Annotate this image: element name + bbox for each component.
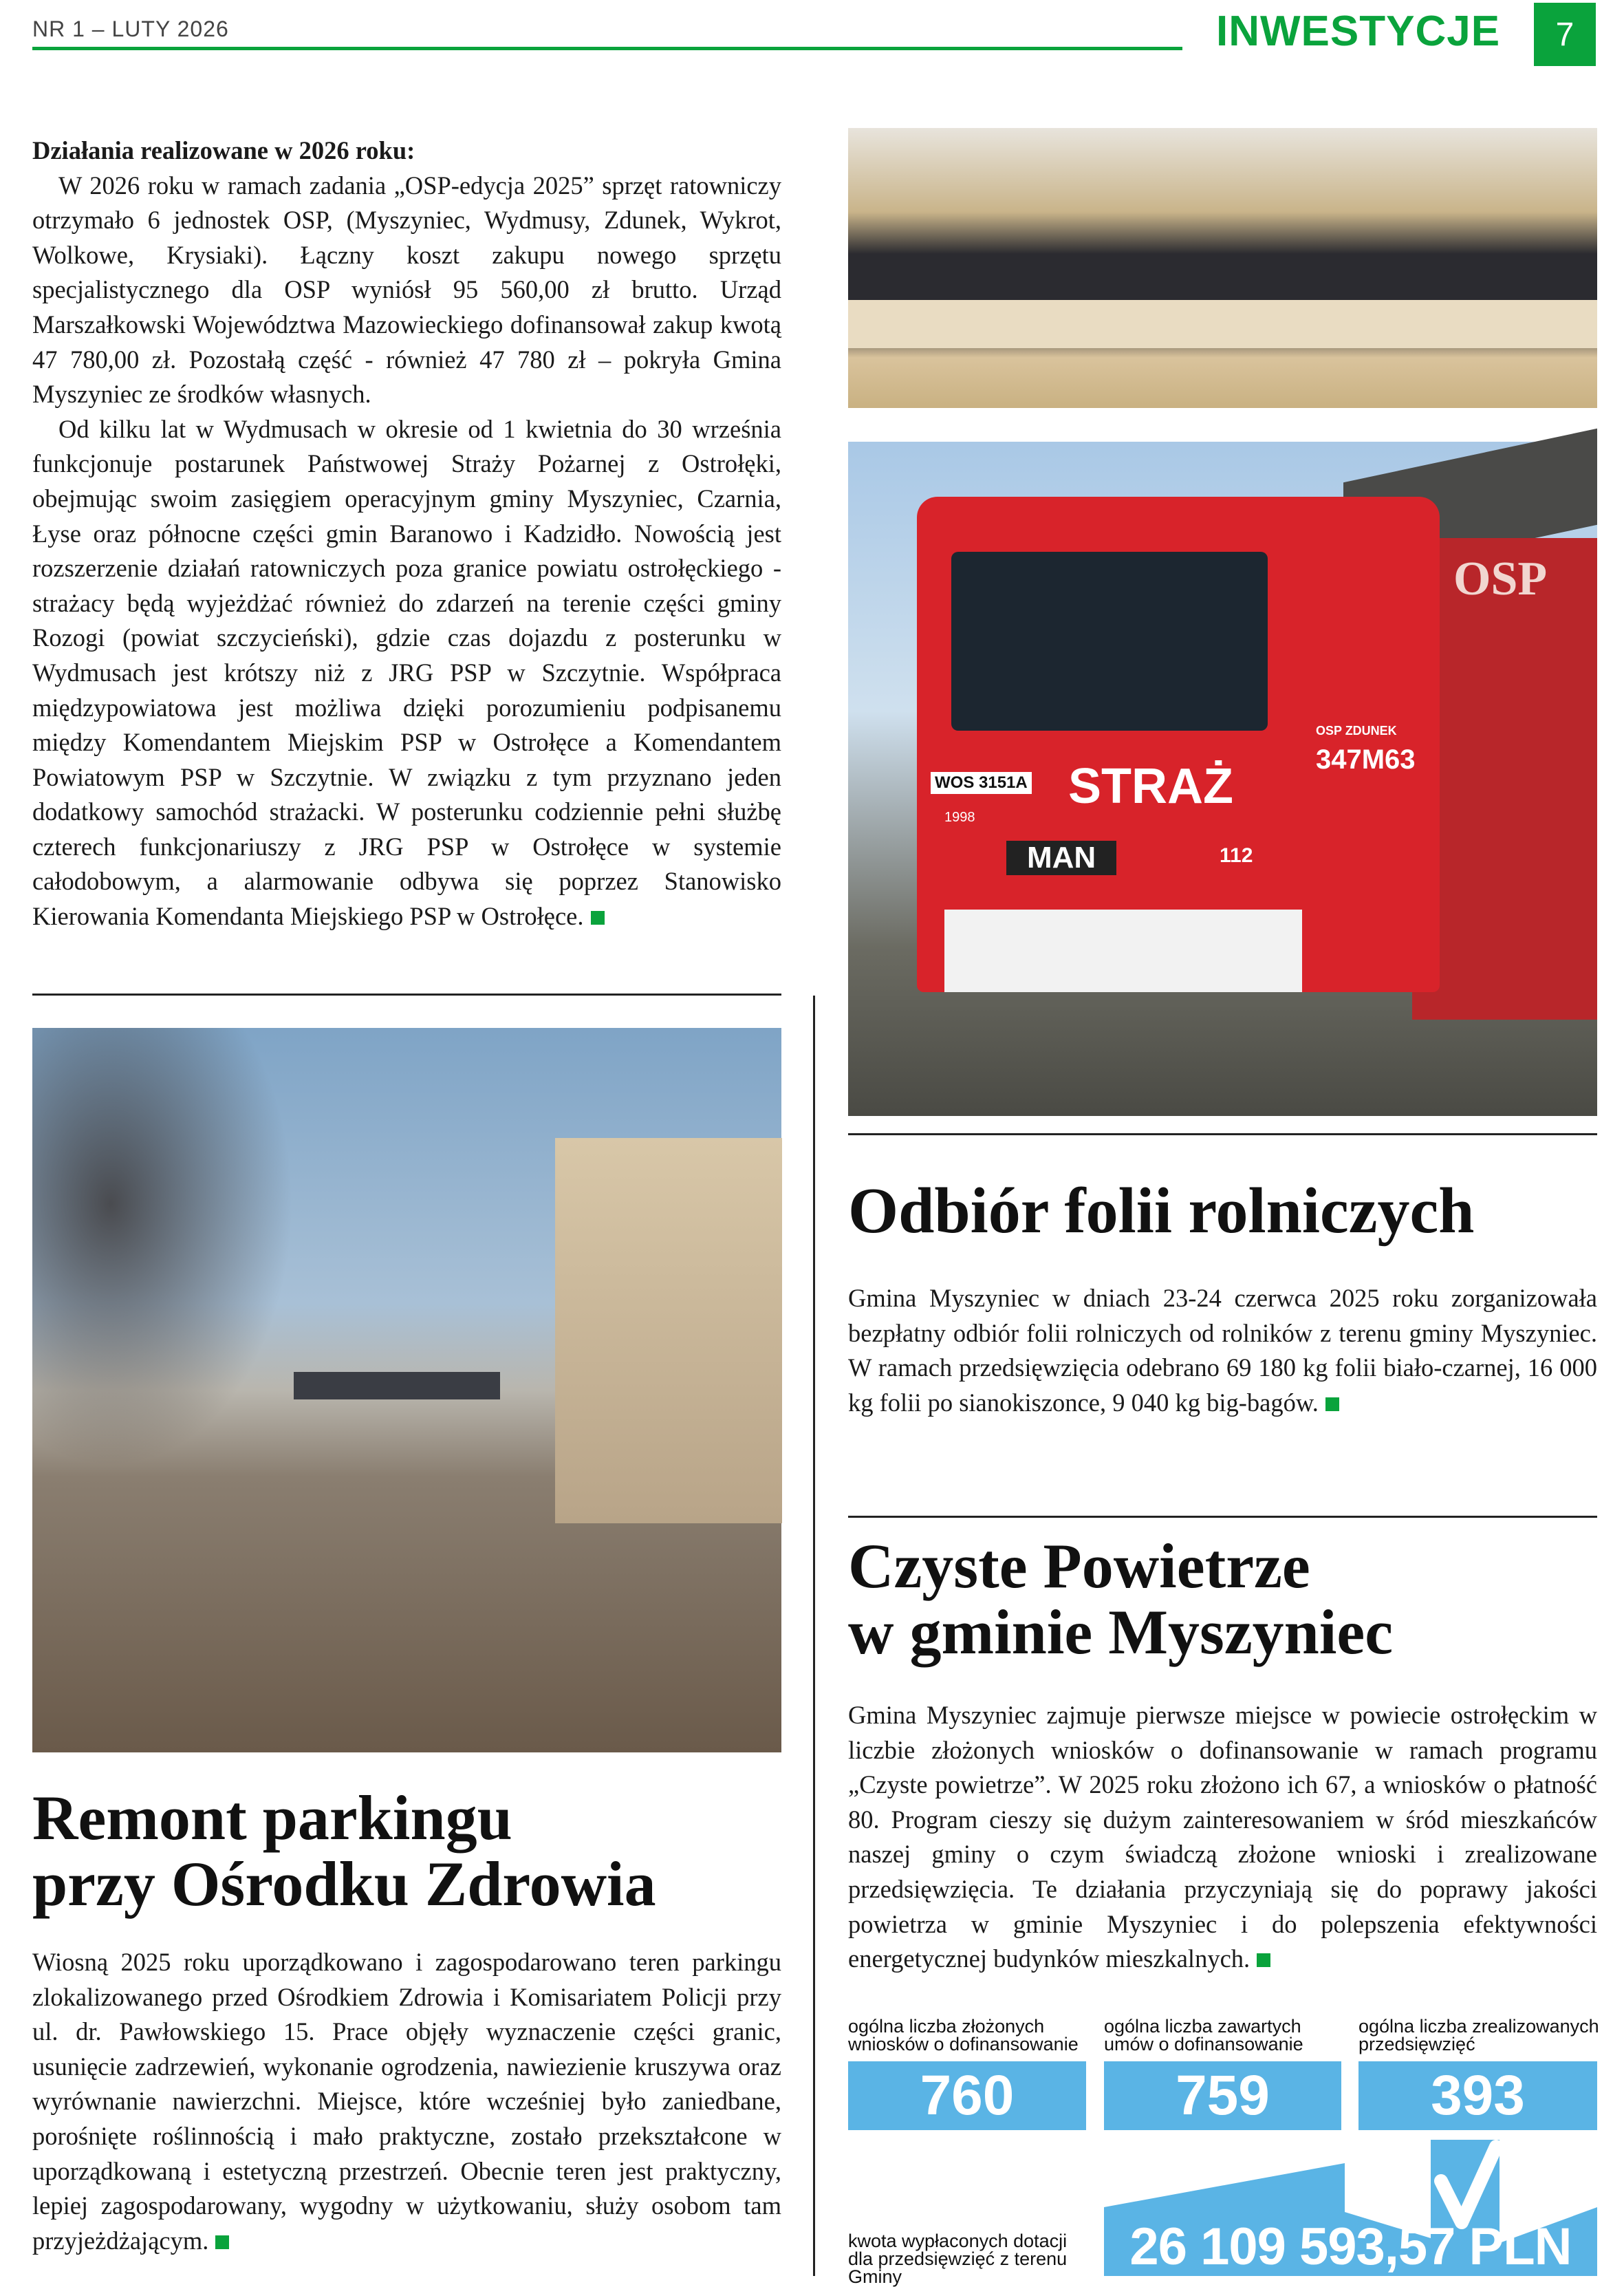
issue-label: NR 1 – LUTY 2026 xyxy=(32,17,229,41)
total-amount: 26 109 593,57 PLN xyxy=(1129,2218,1572,2276)
header-divider xyxy=(32,47,1182,50)
stat-label: ogólna liczba złożonych wniosków o dofinansowanie xyxy=(848,2016,1079,2054)
parking-article xyxy=(32,1945,781,2258)
building-sign: OSP xyxy=(1453,552,1548,605)
windshield xyxy=(951,552,1268,731)
folie-title: Odbiór folii rolniczych xyxy=(848,1175,1475,1247)
divider xyxy=(848,1516,1597,1518)
divider xyxy=(32,994,781,996)
truck-number: 112 xyxy=(1220,844,1253,867)
end-mark-icon xyxy=(1325,1397,1339,1411)
stat-value: 393 xyxy=(1358,2061,1597,2130)
truck-code: 347M63 xyxy=(1316,744,1416,775)
total-label: kwota wypłaconych dotacji dla przedsięwzięć z terenu Gminy xyxy=(848,2231,1068,2287)
building-wall xyxy=(1412,538,1597,1020)
truck-brand: MAN xyxy=(1006,841,1116,875)
powietrze-title xyxy=(848,1533,1393,1665)
page-number: 7 xyxy=(1534,3,1596,66)
parking-title xyxy=(32,1785,789,1917)
powietrze-title-line-2: w gminie Myszyniec xyxy=(848,1597,1394,1667)
powietrze-article xyxy=(848,1698,1597,1977)
column-divider xyxy=(813,996,815,2276)
section-title: INWESTYCJE xyxy=(1216,8,1501,55)
powietrze-body: Gmina Myszyniec zajmuje pierwsze miejsce w powiecie ostrołęckim w liczbie złożonych wniosków o dofinansowanie w ramach programu „Czyste powietrze”. W 2025 roku złożono ich 67, a wniosków o płatność 80. Program cieszy się dużym zainteresowaniem w śród mieszkańców naszej gminy o czym świadczą złożone wnioski i zrealizowane przedsięwzięcia. Te działania przyczyniają się do poprawy jakości powietrza w gminie Myszyniec i do polepszenia efektywności energetycznej budynków mieszkalnych. xyxy=(848,1701,1597,1973)
folie-body: Gmina Myszyniec w dniach 23-24 czerwca 2025 roku zorganizowała bezpłatny odbiór folii rolniczych od rolników z terenu gminy Myszyniec. W ramach przedsięwzięcia odebrano 69 180 kg folii biało-czarnej, 16 000 kg folii po sianokiszonce, 9 040 kg big-bagów. xyxy=(848,1284,1597,1417)
parking-title-line-2: przy Ośrodku Zdrowia xyxy=(32,1849,656,1919)
stat-value: 760 xyxy=(848,2061,1086,2130)
license-plate: WOS 3151A xyxy=(931,772,1032,794)
table xyxy=(848,300,1597,348)
end-mark-icon xyxy=(591,911,605,925)
stat-label: ogólna liczba zawartych umów o dofinansowanie xyxy=(1104,2016,1303,2054)
truck-label: STRAŻ xyxy=(1068,759,1233,814)
trees xyxy=(32,1028,294,1468)
building xyxy=(555,1138,782,1523)
parking-photo xyxy=(32,1028,781,1752)
parking-title-line-1: Remont parkingu xyxy=(32,1783,512,1853)
parking-body: Wiosną 2025 roku uporządkowano i zagospodarowano teren parkingu zlokalizowanego przed Ośrodkiem Zdrowia i Komisariatem Policji przy ul. dr. Pawłowskiego 15. Prace objęły wyznaczenie części granic, usunięcie zadrzewień, wykonanie ogrodzenia, nawiezienie kruszywa oraz wyrównanie nawierzchni. Miejsce, które wcześniej było zaniedbane, porośnięte roślinnością i mało praktyczne, zostało przekształcone w uporządkowaną i estetyczną przestrzeń. Obecnie teren jest praktyczny, lepiej zagospodarowany, wygodny w użytkowaniu, służy osobom tam przyjeżdżającym. xyxy=(32,1948,781,2255)
folie-article xyxy=(848,1281,1597,1420)
stat-value: 759 xyxy=(1104,2061,1341,2130)
fire-truck-photo xyxy=(848,442,1597,1116)
osp-paragraph-1: W 2026 roku w ramach zadania „OSP-edycja 2025” sprzęt ratowniczy otrzymało 6 jednostek OSP, (Myszyniec, Wydmusy, Zdunek, Wykrot, Wolkowe, Krysiaki). Łączny koszt zakupu nowego sprzętu specjalistycznego dla OSP wyniósł 95 560,00 zł brutto. Urząd Marszałkowski Województwa Mazowieckiego dofinansował zakup kwotą 47 780,00 zł. Pozostałą część - również 47 780 zł – pokryła Gmina Myszyniec ze środków własnych. xyxy=(32,171,781,409)
osp-article xyxy=(32,133,781,934)
divider xyxy=(848,1133,1597,1135)
truck-year: 1998 xyxy=(944,810,975,825)
end-mark-icon xyxy=(1257,1953,1270,1967)
osp-subtitle: Działania realizowane w 2026 roku: xyxy=(32,136,415,164)
bumper xyxy=(944,910,1302,992)
parked-cars xyxy=(294,1372,500,1399)
stat-label: ogólna liczba zrealizowanych przedsięwzięć xyxy=(1358,2016,1599,2054)
powietrze-title-line-1: Czyste Powietrze xyxy=(848,1531,1310,1601)
end-mark-icon xyxy=(215,2235,229,2249)
truck-body xyxy=(917,497,1440,992)
truck-unit: OSP ZDUNEK xyxy=(1316,724,1397,738)
equipment-handover-photo xyxy=(848,128,1597,408)
osp-paragraph-2: Od kilku lat w Wydmusach w okresie od 1 kwietnia do 30 września funkcjonuje postarunek Państwowej Straży Pożarnej z Ostrołęki, obejmując swoim zasięgiem operacyjnym gminy Myszyniec, Czarnia, Łyse oraz północne części gmin Baranowo i Kadzidło. Nowością jest rozszerzenie działań ratowniczych poza granice powiatu ostrołęckiego - strażacy będą wyjeżdżać również do zdarzeń na terenie części gminy Rozogi (powiat szczycieński), gdzie czas dojazdu z posterunku w Wydmusach jest krótszy niż z JRG PSP w Szczytnie. Współpraca międzypowiatowa jest możliwa dzięki porozumieniu podpisanemu między Komendantem Miejskim PSP w Ostrołęce a Komendantem Powiatowym PSP w Szczytnie. W związku z tym przyznano jeden dodatkowy samochód strażacki. W posterunku codziennie pełni służbę czterech funkcjonariuszy z JRG PSP w Ostrołęce w systemie całodobowym, a alarmowanie odbywa się poprzez Stanowisko Kierowania Komendanta Miejskiego PSP w Ostrołęce. xyxy=(32,414,781,931)
